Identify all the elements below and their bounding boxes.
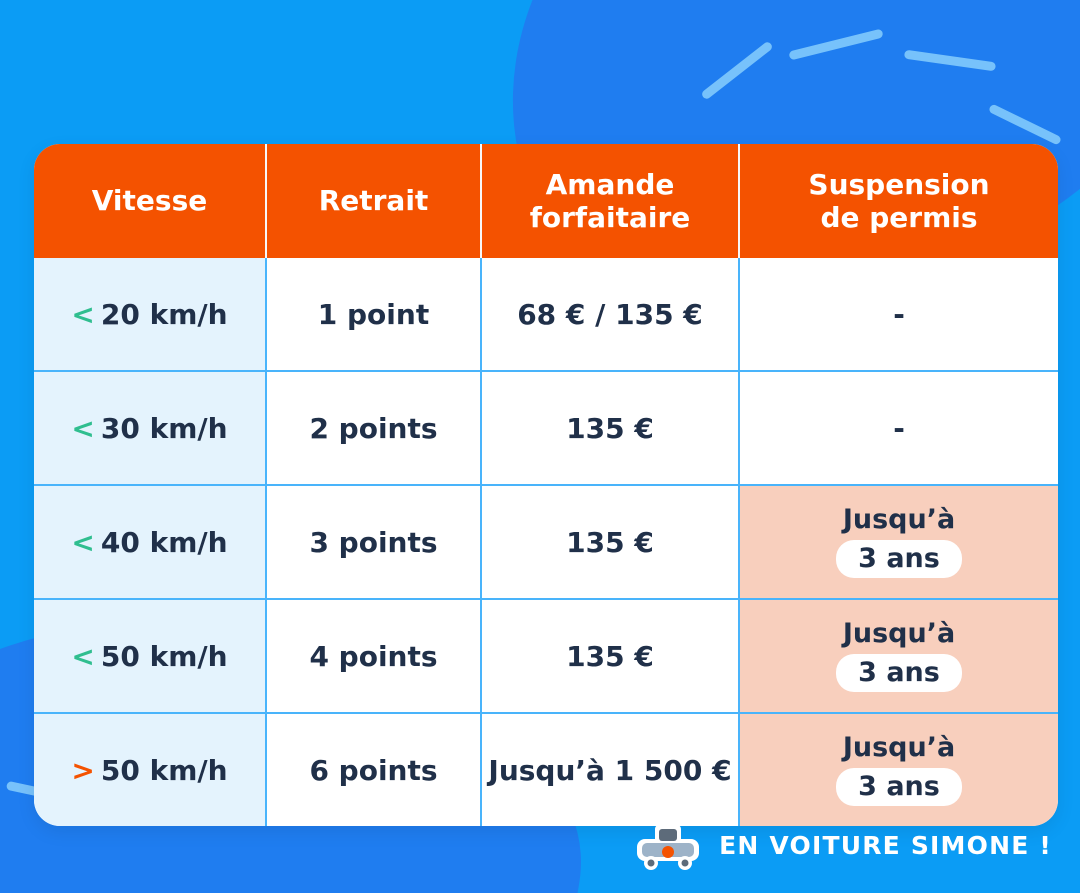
comparison-sign: < xyxy=(71,411,95,445)
cell-amende: Jusqu’à 1 500 € xyxy=(481,713,739,826)
penalties-table xyxy=(34,144,1058,826)
suspension-duration-pill: 3 ans xyxy=(836,540,962,578)
cell-amende: 135 € xyxy=(481,599,739,713)
suspension-duration-pill: 3 ans xyxy=(836,768,962,806)
suspension-duration-pill: 3 ans xyxy=(836,654,962,692)
logo-text: EN VOITURE SIMONE ! xyxy=(719,830,1052,860)
speed-value: 30 km/h xyxy=(100,411,228,445)
header-line: Suspension xyxy=(808,167,990,201)
cell-vitesse xyxy=(34,713,266,826)
table-row xyxy=(34,371,1058,485)
cell-retrait: 4 points xyxy=(266,599,481,713)
table-header xyxy=(34,144,1058,258)
cell-vitesse xyxy=(34,485,266,599)
comparison-sign: > xyxy=(71,753,95,787)
cell-suspension xyxy=(739,713,1058,826)
cell-amende: 68 € / 135 € xyxy=(481,258,739,371)
column-header-retrait xyxy=(266,144,481,258)
header-line: Amande xyxy=(545,167,675,201)
car-icon xyxy=(635,819,709,871)
cell-retrait: 3 points xyxy=(266,485,481,599)
column-header-amende xyxy=(481,144,739,258)
cell-retrait: 2 points xyxy=(266,371,481,485)
speed-value: 50 km/h xyxy=(100,639,228,673)
comparison-sign: < xyxy=(71,297,95,331)
cell-suspension: - xyxy=(739,258,1058,371)
header-row xyxy=(34,144,1058,258)
comparison-sign: < xyxy=(71,525,95,559)
header-line: Vitesse xyxy=(91,184,208,218)
cell-suspension: - xyxy=(739,371,1058,485)
table-body xyxy=(34,258,1058,826)
speeding-penalties-table xyxy=(34,144,1058,826)
cell-suspension xyxy=(739,599,1058,713)
suspension-label: Jusqu’à xyxy=(842,731,956,763)
header-line: de permis xyxy=(820,201,978,234)
table-row xyxy=(34,599,1058,713)
column-header-suspension xyxy=(739,144,1058,258)
column-header-vitesse xyxy=(34,144,266,258)
speed-value: 50 km/h xyxy=(100,753,228,787)
header-line: Retrait xyxy=(318,184,429,218)
cell-vitesse xyxy=(34,371,266,485)
cell-retrait: 1 point xyxy=(266,258,481,371)
cell-retrait: 6 points xyxy=(266,713,481,826)
cell-suspension xyxy=(739,485,1058,599)
suspension-label: Jusqu’à xyxy=(842,617,956,649)
table-row xyxy=(34,258,1058,371)
comparison-sign: < xyxy=(71,639,95,673)
suspension-label: Jusqu’à xyxy=(842,503,956,535)
speed-value: 20 km/h xyxy=(100,297,228,331)
header-line: forfaitaire xyxy=(529,201,691,234)
brand-logo xyxy=(635,819,1052,871)
table-row xyxy=(34,485,1058,599)
cell-amende: 135 € xyxy=(481,485,739,599)
cell-vitesse xyxy=(34,258,266,371)
table-row xyxy=(34,713,1058,826)
speed-value: 40 km/h xyxy=(100,525,228,559)
cell-vitesse xyxy=(34,599,266,713)
cell-amende: 135 € xyxy=(481,371,739,485)
